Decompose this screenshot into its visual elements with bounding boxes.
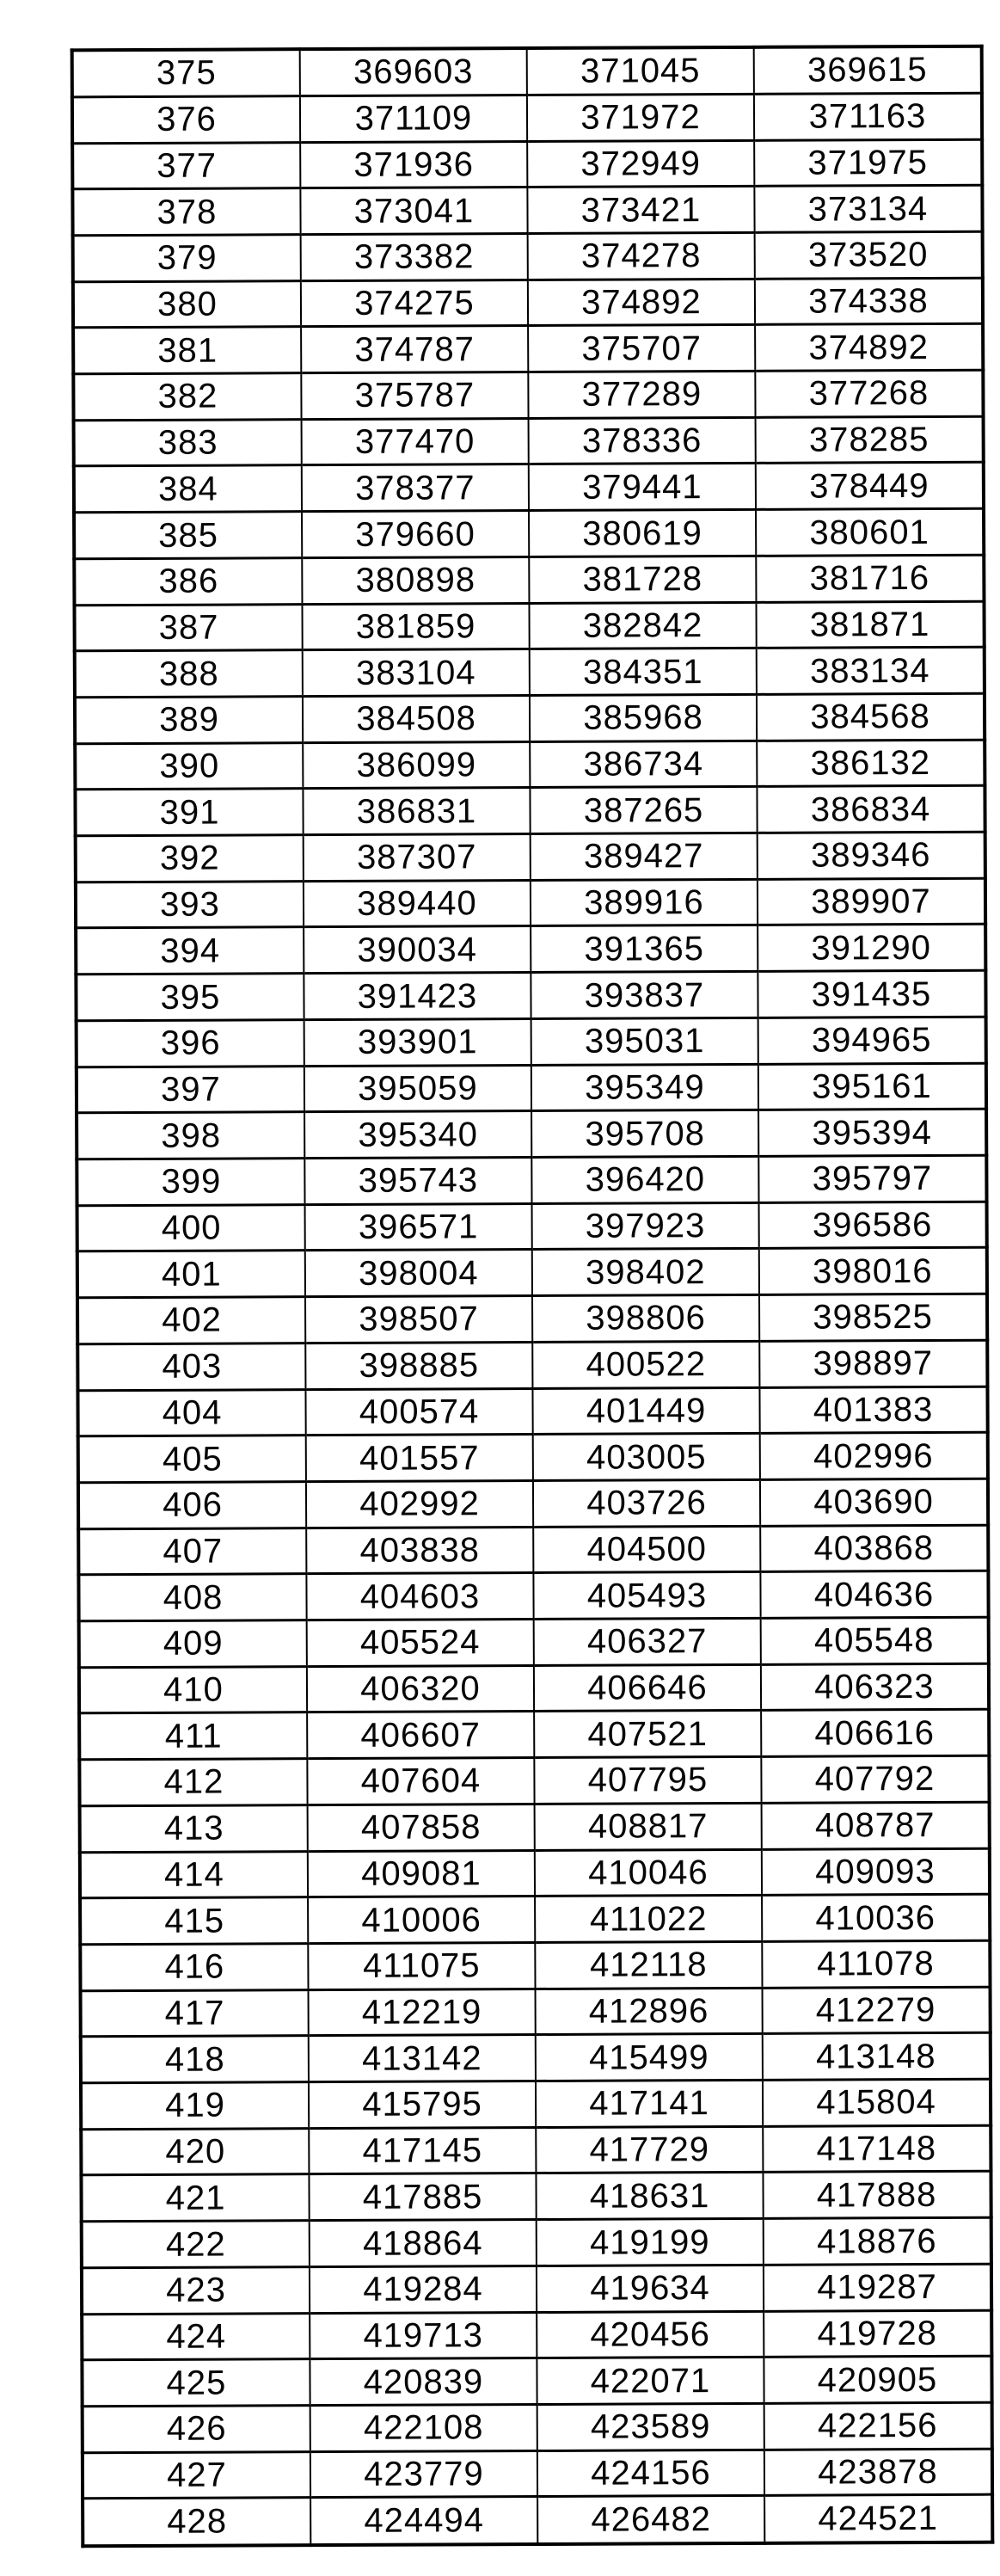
value-cell: 386132 [757, 740, 985, 787]
value-cell: 381716 [756, 555, 984, 602]
value-cell: 398004 [305, 1250, 532, 1297]
value-cell: 394965 [758, 1017, 986, 1064]
row-index-cell: 421 [81, 2174, 309, 2222]
value-cell: 393837 [531, 972, 758, 1019]
value-cell: 380898 [302, 556, 529, 604]
value-cell: 398885 [305, 1342, 532, 1389]
value-cell: 380601 [756, 508, 984, 556]
value-cell: 398525 [759, 1294, 987, 1341]
value-cell: 371109 [300, 95, 527, 142]
row-index-cell: 387 [74, 604, 302, 651]
value-cell: 387307 [304, 834, 531, 882]
value-cell: 423779 [310, 2450, 537, 2498]
value-cell: 389440 [304, 880, 531, 927]
value-cell: 373041 [300, 188, 527, 235]
value-cell: 373134 [754, 185, 982, 232]
value-cell: 384508 [303, 695, 530, 742]
value-cell: 411022 [535, 1896, 762, 1943]
table-row [83, 2449, 992, 2499]
table-row [79, 1710, 989, 1760]
value-cell: 406327 [534, 1618, 761, 1665]
value-cell: 412279 [762, 1987, 990, 2034]
row-index-cell: 422 [82, 2221, 310, 2268]
row-index-cell: 403 [77, 1343, 305, 1390]
value-cell: 402992 [306, 1480, 533, 1528]
table-row [73, 231, 983, 281]
row-index-cell: 427 [83, 2451, 310, 2499]
value-cell: 401557 [306, 1435, 533, 1482]
value-cell: 417729 [536, 2126, 763, 2173]
row-index-cell: 396 [77, 1020, 304, 1067]
table-row [78, 1432, 988, 1482]
row-index-cell: 412 [79, 1759, 307, 1806]
value-cell: 410006 [308, 1897, 535, 1944]
table-row [79, 1663, 989, 1713]
row-index-cell: 383 [74, 419, 302, 466]
value-cell: 422071 [537, 2358, 764, 2405]
value-cell: 419634 [537, 2265, 764, 2312]
value-cell: 423878 [764, 2449, 992, 2496]
row-index-cell: 417 [81, 1989, 309, 2037]
table-row [80, 1940, 990, 1990]
value-cell: 379660 [302, 511, 529, 558]
value-cell: 395708 [531, 1110, 758, 1158]
value-cell: 369603 [300, 48, 527, 95]
value-cell: 406607 [307, 1712, 534, 1759]
value-cell: 389427 [531, 833, 758, 880]
value-cell: 374275 [301, 280, 528, 327]
row-index-cell: 390 [75, 742, 303, 790]
row-index-cell: 409 [79, 1620, 307, 1668]
value-cell: 407604 [307, 1758, 534, 1805]
value-cell: 405524 [307, 1620, 534, 1667]
row-index-cell: 423 [82, 2267, 310, 2315]
table-row [79, 1755, 989, 1805]
value-cell: 404603 [306, 1573, 533, 1620]
value-cell: 389907 [758, 878, 985, 925]
value-cell: 406320 [307, 1665, 534, 1712]
table-row [83, 2495, 992, 2547]
table-row [80, 1802, 990, 1852]
table-row [74, 508, 984, 558]
table-row [77, 1109, 986, 1159]
value-cell: 422108 [310, 2404, 537, 2451]
row-index-cell: 402 [77, 1297, 305, 1344]
table-row [77, 1202, 987, 1251]
table-row [75, 786, 985, 836]
table-row [81, 1987, 991, 2037]
table-row [77, 1386, 987, 1436]
table-row [76, 925, 985, 974]
value-cell: 410036 [762, 1894, 990, 1941]
row-index-cell: 411 [79, 1712, 307, 1760]
value-cell: 383134 [757, 647, 985, 694]
value-cell: 409081 [308, 1850, 535, 1897]
value-cell: 374892 [528, 279, 755, 326]
value-cell: 382842 [529, 602, 756, 649]
row-index-cell: 386 [74, 558, 302, 606]
row-index-cell: 410 [79, 1666, 307, 1713]
table-row [77, 1294, 987, 1343]
value-cell: 418876 [764, 2217, 991, 2265]
table-row [83, 2402, 992, 2452]
row-index-cell: 381 [73, 327, 301, 374]
value-cell: 393901 [304, 1018, 531, 1066]
value-cell: 403690 [760, 1479, 988, 1526]
row-index-cell: 378 [72, 188, 300, 236]
value-cell: 404636 [760, 1571, 988, 1619]
row-index-cell: 375 [72, 49, 300, 96]
value-cell: 375707 [528, 325, 755, 372]
value-cell: 377289 [528, 371, 755, 418]
value-cell: 374892 [755, 324, 983, 372]
value-cell: 406323 [761, 1663, 989, 1711]
table-row [81, 2079, 991, 2129]
table-row [77, 1340, 987, 1390]
row-index-cell: 424 [82, 2313, 310, 2360]
row-index-cell: 407 [78, 1528, 306, 1575]
value-cell: 409093 [762, 1848, 990, 1896]
table-row [77, 1017, 986, 1067]
value-cell: 408787 [762, 1802, 990, 1849]
value-cell: 371045 [527, 47, 754, 95]
row-index-cell: 389 [75, 697, 303, 744]
value-cell: 386834 [757, 786, 985, 833]
row-index-cell: 400 [77, 1204, 305, 1251]
table-row [79, 1617, 989, 1667]
value-cell: 395161 [758, 1063, 986, 1110]
row-index-cell: 428 [83, 2498, 310, 2546]
row-index-cell: 415 [80, 1897, 308, 1945]
value-cell: 407521 [534, 1711, 761, 1758]
table-row [82, 2264, 991, 2314]
table-row [81, 2172, 991, 2222]
value-cell: 371163 [754, 93, 982, 140]
value-cell: 377268 [755, 370, 983, 417]
value-cell: 395059 [304, 1065, 531, 1112]
value-cell: 395349 [531, 1064, 758, 1111]
value-cell: 424521 [764, 2495, 992, 2543]
value-cell: 396586 [759, 1202, 987, 1249]
table-row [78, 1525, 988, 1575]
value-cell: 398897 [759, 1340, 987, 1387]
row-index-cell: 397 [77, 1066, 304, 1113]
value-cell: 377470 [302, 418, 529, 465]
value-cell: 384351 [530, 649, 757, 696]
value-cell: 412896 [535, 1988, 762, 2035]
value-cell: 390034 [304, 926, 531, 974]
row-index-cell: 401 [77, 1251, 305, 1298]
value-cell: 408817 [535, 1803, 762, 1850]
value-cell: 403868 [760, 1525, 988, 1572]
value-cell: 417141 [536, 2080, 763, 2127]
value-cell: 426482 [537, 2496, 764, 2544]
value-cell: 398402 [532, 1249, 759, 1296]
value-cell: 378449 [756, 463, 984, 510]
value-cell: 395340 [304, 1111, 531, 1159]
table-body [72, 46, 993, 2547]
value-cell: 387265 [530, 787, 757, 834]
value-cell: 398806 [532, 1294, 759, 1342]
value-cell: 373382 [301, 233, 528, 280]
value-cell: 401383 [759, 1386, 987, 1434]
value-cell: 405493 [533, 1572, 760, 1620]
value-cell: 372949 [527, 140, 754, 188]
row-index-cell: 385 [74, 512, 302, 559]
value-cell: 369615 [754, 46, 982, 94]
row-index-cell: 413 [80, 1804, 308, 1852]
value-cell: 415795 [309, 2081, 536, 2129]
value-cell: 407858 [308, 1804, 535, 1851]
table-row [76, 878, 985, 928]
row-index-cell: 392 [76, 835, 304, 882]
value-cell: 379441 [529, 464, 756, 511]
value-cell: 406646 [534, 1664, 761, 1712]
value-cell: 400522 [532, 1341, 759, 1388]
value-cell: 384568 [757, 693, 985, 741]
value-cell: 378336 [529, 417, 756, 464]
row-index-cell: 418 [81, 2036, 309, 2083]
value-cell: 385968 [530, 694, 757, 741]
value-cell: 374338 [755, 278, 983, 325]
value-cell: 398507 [305, 1296, 532, 1343]
value-cell: 419728 [764, 2310, 991, 2358]
table-row [73, 324, 983, 374]
row-index-cell: 426 [83, 2406, 310, 2453]
table-row [82, 2356, 991, 2406]
value-cell: 422156 [764, 2402, 992, 2450]
value-cell: 400574 [305, 1388, 532, 1436]
value-cell: 417888 [763, 2172, 991, 2219]
row-index-cell: 380 [73, 280, 301, 328]
value-cell: 381859 [302, 603, 529, 650]
value-cell: 386099 [303, 741, 530, 789]
value-cell: 403726 [533, 1479, 760, 1527]
value-cell: 424156 [537, 2450, 764, 2497]
row-index-cell: 377 [72, 142, 300, 189]
table-row [72, 93, 982, 143]
table-row [81, 2033, 991, 2083]
row-index-cell: 399 [77, 1159, 304, 1206]
value-cell: 405548 [761, 1617, 989, 1664]
value-cell: 398016 [759, 1248, 987, 1295]
table-row [77, 1155, 986, 1205]
table-row [72, 46, 982, 97]
value-cell: 417885 [309, 2173, 536, 2221]
table-row [82, 2217, 991, 2267]
value-cell: 418631 [536, 2173, 763, 2220]
value-cell: 395031 [531, 1017, 758, 1065]
table-row [75, 693, 985, 743]
value-cell: 375787 [301, 372, 528, 420]
table-row [73, 370, 983, 420]
value-cell: 378377 [302, 464, 529, 512]
value-cell: 396420 [531, 1156, 758, 1203]
value-cell: 411075 [308, 1942, 535, 1989]
value-cell: 420456 [537, 2311, 764, 2358]
value-cell: 381728 [529, 556, 756, 603]
value-cell: 415499 [536, 2034, 763, 2081]
value-cell: 381871 [756, 601, 984, 649]
value-cell: 380619 [529, 510, 756, 557]
table-row [74, 601, 984, 651]
table-row [76, 970, 985, 1020]
table-row [78, 1479, 988, 1528]
value-cell: 371975 [754, 139, 982, 187]
value-cell: 391423 [304, 973, 531, 1020]
value-cell: 401449 [532, 1387, 759, 1435]
table-row [74, 416, 984, 466]
value-cell: 383104 [303, 649, 530, 697]
table-row [72, 139, 982, 189]
value-cell: 407792 [761, 1755, 989, 1803]
value-cell: 415804 [763, 2079, 991, 2126]
value-cell: 391365 [531, 925, 758, 973]
table-row [74, 555, 984, 605]
value-cell: 395394 [758, 1109, 986, 1156]
table-row [80, 1894, 990, 1944]
value-cell: 395797 [758, 1155, 986, 1202]
value-cell: 403005 [533, 1434, 760, 1481]
table-row [81, 2125, 991, 2175]
value-cell: 391435 [758, 970, 985, 1017]
value-cell: 412118 [535, 1941, 762, 1989]
value-cell: 402996 [760, 1432, 988, 1479]
row-index-cell: 408 [78, 1574, 306, 1621]
value-cell: 373421 [527, 187, 754, 234]
row-index-cell: 398 [77, 1112, 304, 1159]
row-index-cell: 384 [74, 465, 302, 513]
table-row [80, 1848, 990, 1898]
value-cell: 386734 [530, 741, 757, 788]
row-index-cell: 406 [78, 1482, 306, 1529]
value-cell: 396571 [305, 1203, 532, 1251]
value-cell: 413142 [309, 2035, 536, 2082]
table-row [77, 1248, 987, 1298]
value-cell: 395743 [304, 1158, 531, 1205]
row-index-cell: 414 [80, 1851, 308, 1898]
table-row [74, 463, 984, 513]
value-cell: 412219 [309, 1989, 536, 2036]
row-index-cell: 379 [73, 235, 301, 282]
row-index-cell: 425 [82, 2359, 310, 2407]
row-index-cell: 416 [80, 1944, 308, 1991]
value-cell: 374278 [528, 232, 755, 280]
value-cell: 419284 [310, 2266, 537, 2313]
value-cell: 406616 [761, 1710, 989, 1757]
value-cell: 423589 [537, 2403, 764, 2450]
row-index-cell: 376 [72, 95, 300, 143]
table-row [76, 832, 985, 882]
value-cell: 420905 [764, 2356, 991, 2403]
value-cell: 378285 [756, 416, 984, 464]
value-cell: 397923 [532, 1202, 759, 1250]
value-cell: 417145 [309, 2127, 536, 2174]
value-cell: 407795 [534, 1756, 761, 1804]
table-row [78, 1571, 988, 1621]
table-row [73, 278, 983, 328]
value-cell: 391290 [758, 925, 985, 972]
table-row [72, 185, 982, 235]
row-index-cell: 394 [76, 927, 304, 974]
value-cell: 410046 [535, 1849, 762, 1897]
value-cell: 371936 [300, 141, 527, 188]
row-index-cell: 405 [78, 1436, 306, 1483]
row-index-cell: 388 [75, 650, 303, 698]
value-cell: 420839 [310, 2358, 537, 2406]
row-index-cell: 419 [81, 2082, 309, 2130]
row-index-cell: 404 [77, 1389, 305, 1436]
row-index-cell: 382 [73, 373, 301, 421]
value-cell: 386831 [303, 788, 530, 835]
value-cell: 389346 [758, 832, 985, 879]
row-index-cell: 391 [75, 789, 303, 836]
value-cell: 404500 [533, 1526, 760, 1573]
value-cell: 403838 [306, 1527, 533, 1574]
table-row [75, 647, 985, 697]
table-row [77, 1063, 986, 1113]
value-cell: 419287 [764, 2264, 991, 2311]
table-row [75, 740, 985, 790]
value-cell: 418864 [310, 2220, 537, 2267]
value-cell: 424494 [310, 2497, 537, 2545]
value-cell: 373520 [755, 231, 983, 279]
value-cell: 419199 [537, 2219, 764, 2266]
value-cell: 374787 [301, 326, 528, 373]
value-cell: 411078 [762, 1940, 990, 1988]
value-cell: 413148 [763, 2033, 991, 2081]
value-cell: 417148 [763, 2125, 991, 2173]
table-row [82, 2310, 991, 2360]
row-index-cell: 395 [76, 974, 304, 1021]
value-cell: 419713 [310, 2312, 537, 2359]
row-index-cell: 420 [81, 2128, 309, 2175]
row-index-cell: 393 [76, 881, 304, 928]
data-table [71, 45, 995, 2548]
value-cell: 371972 [527, 94, 754, 141]
value-cell: 389916 [531, 879, 758, 926]
